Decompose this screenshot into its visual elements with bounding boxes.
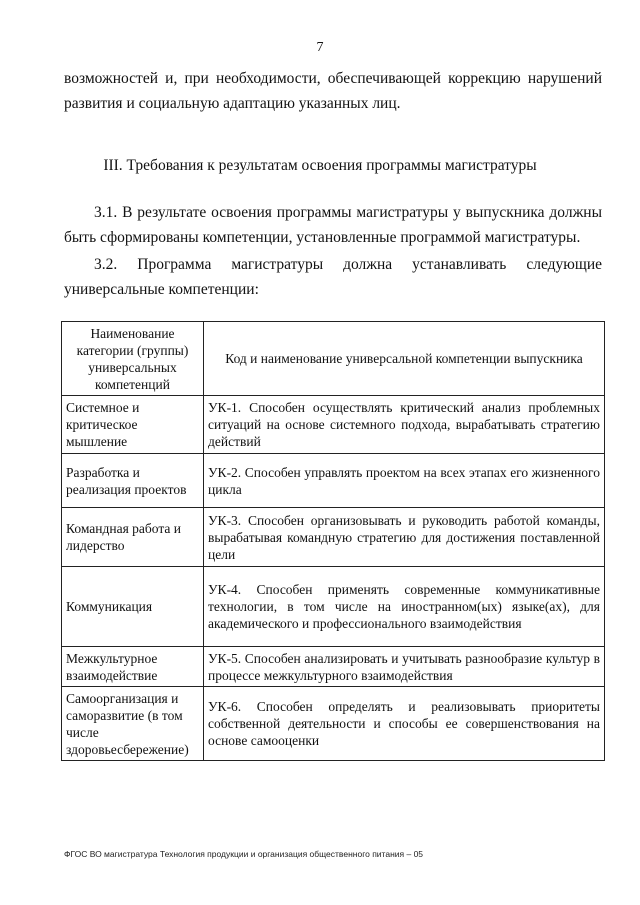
- document-footer: ФГОС ВО магистратура Технология продукции и организация общественного питания – 05: [64, 849, 424, 859]
- category-cell: Самоорганизация и саморазвитие (в том числе здоровьесбережение): [62, 687, 204, 761]
- table-row: [62, 567, 605, 647]
- category-cell: Разработка и реализация проектов: [62, 454, 204, 508]
- competence-cell: УК-3. Способен организовывать и руководить работой команды, вырабатывая командную стратегию для достижения поставленной цели: [204, 508, 605, 567]
- table-row: [62, 687, 605, 761]
- competencies-table: [61, 321, 605, 761]
- header-competence: Код и наименование универсальной компетенции выпускника: [204, 322, 605, 396]
- competence-cell: УК-6. Способен определять и реализовывать приоритеты собственной деятельности и способы ее совершенствования на основе самооценки: [204, 687, 605, 761]
- competence-cell: УК-2. Способен управлять проектом на всех этапах его жизненного цикла: [204, 454, 605, 508]
- category-cell: Командная работа и лидерство: [62, 508, 204, 567]
- section-title: III. Требования к результатам освоения программы магистратуры: [103, 157, 537, 174]
- header-category: Наименование категории (группы) универсальных компетенций: [62, 322, 204, 396]
- category-cell: Коммуникация: [62, 567, 204, 647]
- paragraph-3-1: 3.1. В результате освоения программы магистратуры у выпускника должны быть сформированы компетенции, установленные программой магистратуры.: [64, 204, 602, 246]
- competence-cell: УК-5. Способен анализировать и учитывать разнообразие культур в процессе межкультурного взаимодействия: [204, 647, 605, 687]
- competence-cell: УК-4. Способен применять современные коммуникативные технологии, в том числе на иностранном(ых) языке(ах), для академического и профессионального взаимодействия: [204, 567, 605, 647]
- page-number: 7: [316, 40, 324, 55]
- competence-cell: УК-1. Способен осуществлять критический анализ проблемных ситуаций на основе системного подхода, вырабатывать стратегию действий: [204, 396, 605, 454]
- table-row: [62, 396, 605, 454]
- table-row: [62, 508, 605, 567]
- paragraph-3-2: 3.2. Программа магистратуры должна устанавливать следующие универсальные компетенции:: [64, 256, 602, 298]
- table-header-row: [62, 322, 605, 396]
- category-cell: Системное и критическое мышление: [62, 396, 204, 454]
- table-row: [62, 454, 605, 508]
- category-cell: Межкультурное взаимодействие: [62, 647, 204, 687]
- table-row: [62, 647, 605, 687]
- intro-paragraph: возможностей и, при необходимости, обеспечивающей коррекцию нарушений развития и социальную адаптацию указанных лиц.: [64, 70, 602, 112]
